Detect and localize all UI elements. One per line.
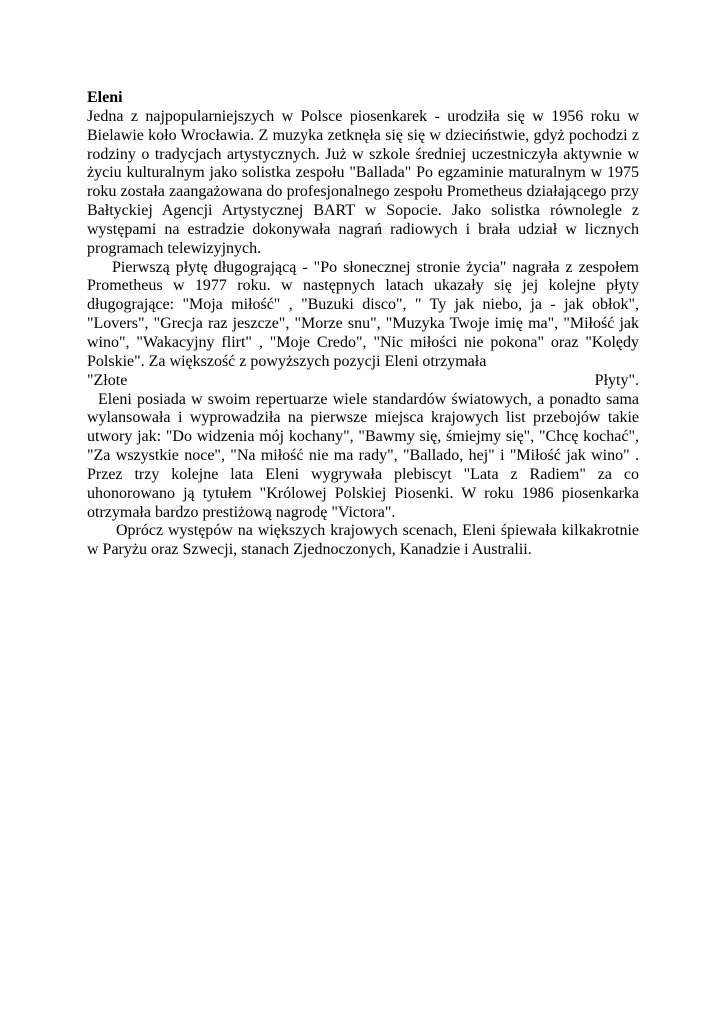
paragraph-4: Oprócz występów na większych krajowych scenach, Eleni śpiewała kilkakrotnie w Paryżu oraz Szwecji, stanach Zjednoczonych, Kanadzie i Australii. [87,522,639,559]
paragraph-2-last-line-left: "Złote [87,371,128,389]
paragraph-3: Eleni posiada w swoim repertuarze wiele standardów światowych, a ponadto sama wylansowała i wyprowadziła na pierwsze miejsca krajowych list przebojów takie utwory jak: "Do widzenia mój kochany", "Bawmy się, śmiejmy się", "Chcę kochać", "Za wszystkie noce", "Na miłość nie ma rady", "Ballado, hej" i "Miłość jak wino" . Przez trzy kolejne lata Eleni wygrywała plebiscyt "Lata z Radiem" za co uhonorowano ją tytułem "Królowej Polskiej Piosenki. W roku 1986 piosenkarka otrzymała bardzo prestiżową nagrodę "Victora". [87,390,639,521]
document-title: Eleni [87,89,123,106]
paragraph-1: Jedna z najpopularniejszych w Polsce piosenkarek - urodziła się w 1956 roku w Bielawie koło Wrocławia. Z muzyka zetknęła się się w dzieciństwie, gdyż pochodzi z rodziny o tradycjach artystycznych. Już w szkole średniej uczestniczyła aktywnie w życiu kulturalnym jako solistka zespołu "Ballada" Po egzaminie maturalnym w 1975 roku została zaangażowana do profesjonalnego zespołu Prometheus działającego przy Bałtyckiej Agencji Artystycznej BART w Sopocie. Jako solistka równolegle z występami na estradzie dokonywała nagrań radiowych i brała udział w licznych programach telewizyjnych. [87,107,639,257]
document-page [87,89,639,560]
paragraph-2-last-line [87,372,639,391]
paragraph-2-last-line-right: Płyty". [594,371,639,389]
paragraph-2: Pierwszą płytę długogrającą - "Po słonecznej stronie życia" nagrała z zespołem Prometheus w 1977 roku. w następnych latach ukazały się jej kolejne płyty długogrające: "Moja miłość" , "Buzuki disco", " Ty jak niebo, ja - jak obłok", "Lovers", "Grecja raz jeszcze", "Morze snu", "Muzyka Twoje imię ma", "Miłość jak wino", "Wakacyjny flirt" , "Moje Credo", "Nic miłości nie pokona" oraz "Kolędy Polskie". Za większość z powyższych pozycji Eleni otrzymała [87,258,639,370]
